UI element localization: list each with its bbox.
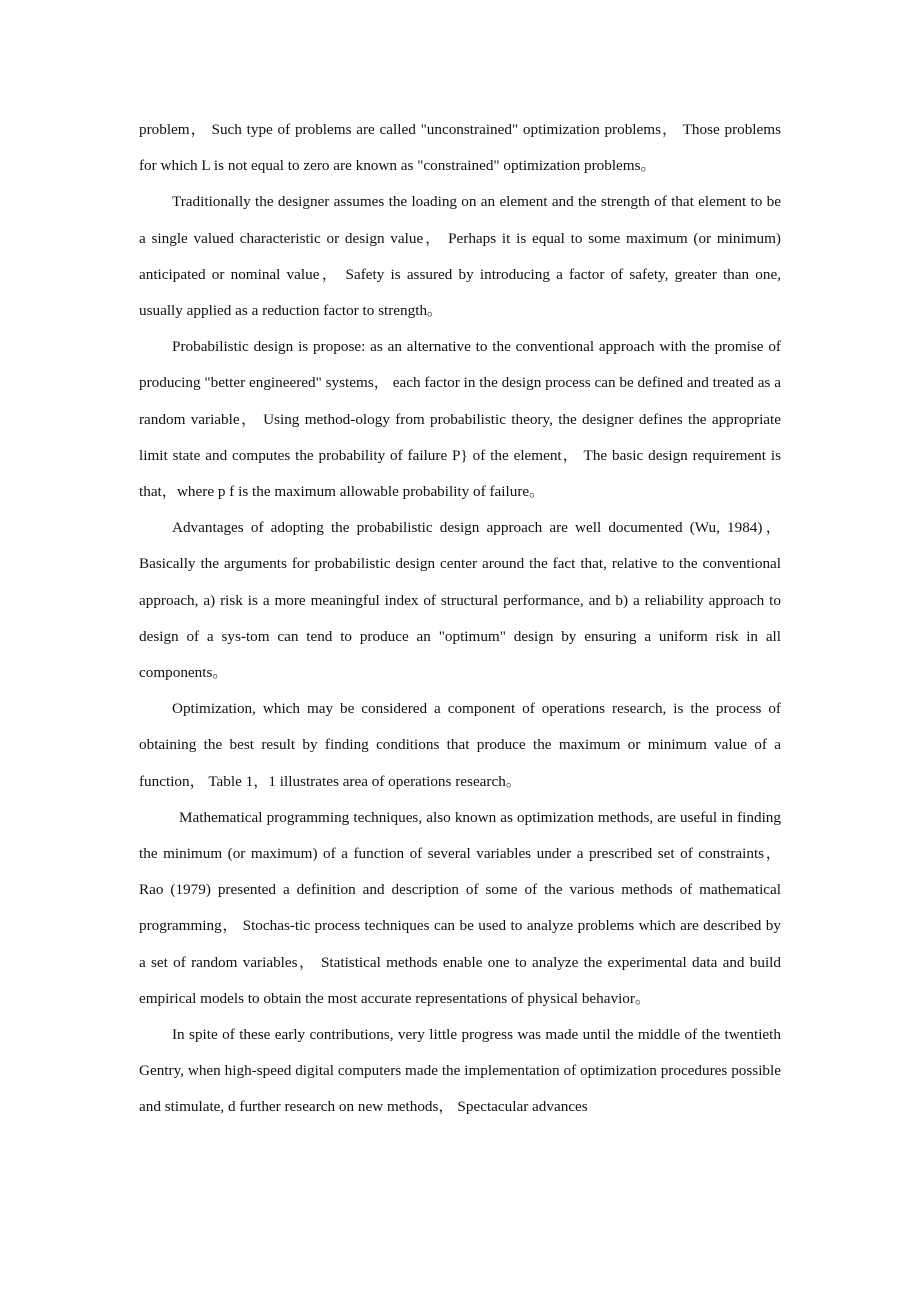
document-body: [139, 112, 781, 1126]
paragraph-early-contributions: In spite of these early contributions, very little progress was made until the middle of the twentieth Gentry, when high-speed digital computers made the implementation of optimization procedures possible and stimulate, d further research on new methods， Spectacular advances: [139, 1026, 781, 1116]
paragraph-advantages: Advantages of adopting the probabilistic design approach are well documented (Wu, 1984)， Basically the arguments for probabilistic design center around the fact that, relative to the conventional approach, a) risk is a more meaningful index of structural performance, and b) a reliability approach to design of a sys-tom can tend to produce an "optimum" design by ensuring a uniform risk in all components。: [139, 519, 781, 682]
paragraph-mathematical-programming: Mathematical programming techniques, also known as optimization methods, are useful in finding the minimum (or maximum) of a function of several variables under a prescribed set of constraints， Rao (1979) presented a definition and description of some of the various methods of mathematical programming， Stochas-tic process techniques can be used to analyze problems which are described by a set of random variables， Statistical methods enable one to analyze the experimental data and build empirical models to obtain the most accurate representations of physical behavior。: [139, 808, 781, 1007]
paragraph-unconstrained-problems: problem， Such type of problems are called "unconstrained" optimization problems， Those problems for which L is not equal to zero are known as "constrained" optimization problems。: [139, 121, 781, 175]
paragraph-traditional-design: Traditionally the designer assumes the loading on an element and the strength of that element to be a single valued characteristic or design value， Perhaps it is equal to some maximum (or minimum) anticipated or nominal value， Safety is assured by introducing a factor of safety, greater than one, usually applied as a reduction factor to strength。: [139, 193, 781, 320]
paragraph-probabilistic-design: Probabilistic design is propose: as an alternative to the conventional approach with the promise of producing "better engineered" systems， each factor in the design process can be defined and treated as a random variable， Using method-ology from probabilistic theory, the designer defines the appropriate limit state and computes the probability of failure P} of the element， The basic design requirement is that，where p f is the maximum allowable probability of failure。: [139, 338, 781, 501]
paragraph-optimization: Optimization, which may be considered a component of operations research, is the process of obtaining the best result by finding conditions that produce the maximum or minimum value of a function， Table 1，1 illustrates area of operations research。: [139, 700, 781, 790]
